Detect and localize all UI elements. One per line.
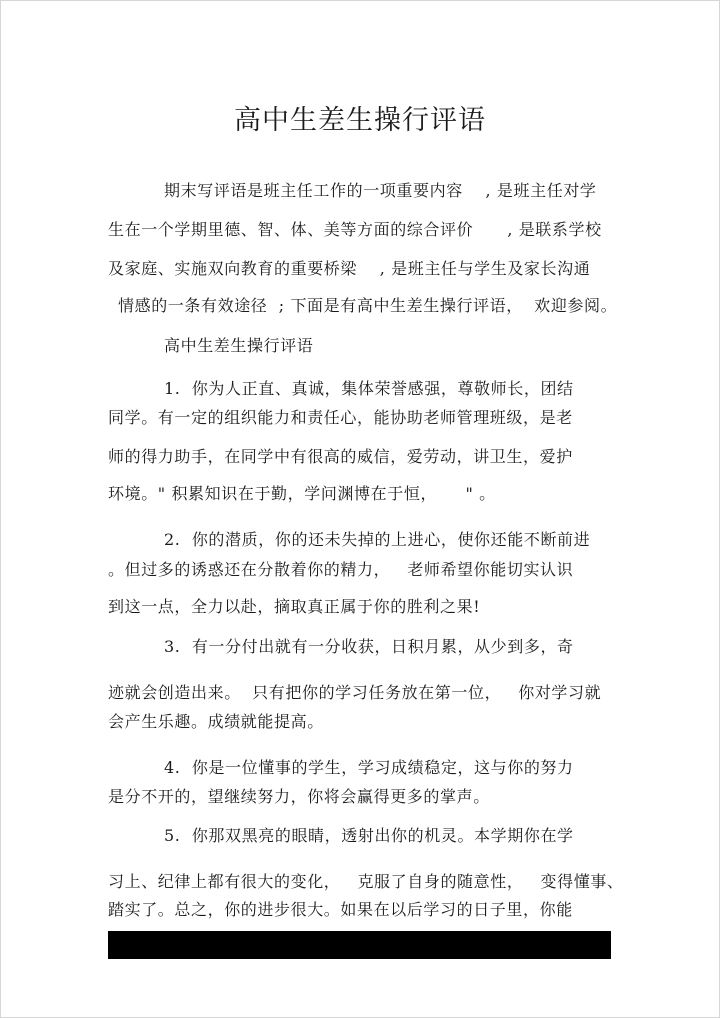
intro-line-3: 及家庭、实施双向教育的重要桥梁 , 是班主任与学生及家长沟通 <box>108 259 591 278</box>
comment-5-line-3: 踏实了。总之，你的进步很大。如果在以后学习的日子里，你能 <box>108 900 573 919</box>
comment-2-line-2: 。但过多的诱惑还在分散着你的精力， 老师希望你能切实认识 <box>108 560 574 579</box>
section-heading: 高中生差生操行评语 <box>164 336 314 355</box>
comment-3-line-1: 3. 有一分付出就有一分收获，日积月累，从少到多，奇 <box>164 637 574 656</box>
comment-4-line-1: 4. 你是一位懂事的学生，学习成绩稳定，这与你的努力 <box>164 758 574 777</box>
comment-3-line-2: 迹就会创造出来。 只有把你的学习任务放在第一位， 你对学习就 <box>108 683 602 702</box>
redaction-bar <box>108 931 611 959</box>
comment-1-line-2: 同学。有一定的组织能力和责任心，能协助老师管理班级，是老 <box>108 408 573 427</box>
comment-2-line-3: 到这一点，全力以赴，摘取真正属于你的胜利之果! <box>108 597 481 616</box>
comment-1-line-3: 师的得力助手，在同学中有很高的威信，爱劳动，讲卫生，爱护 <box>108 447 573 466</box>
comment-4-line-2: 是分不开的，望继续努力，你将会赢得更多的掌声。 <box>108 787 490 806</box>
comment-1-line-1: 1. 你为人正直、真诚，集体荣誉感强，尊敬师长，团结 <box>164 379 574 398</box>
intro-line-2: 生在一个学期里德、智、体、美等方面的综合评价 , 是联系学校 <box>108 220 602 239</box>
comment-1-line-4: 环境。" 积累知识在于勤，学问渊博在于恒， " 。 <box>108 484 496 503</box>
document-title: 高中生差生操行评语 <box>234 105 486 136</box>
intro-line-4: 情感的一条有效途径 ; 下面是有高中生差生操行评语， 欢迎参阅。 <box>118 296 618 315</box>
comment-3-line-3: 会产生乐趣。成绩就能提高。 <box>108 712 324 731</box>
intro-line-1: 期末写评语是班主任工作的一项重要内容 , 是班主任对学 <box>164 181 597 200</box>
comment-5-line-1: 5. 你那双黑亮的眼睛，透射出你的机灵。本学期你在学 <box>164 826 574 845</box>
comment-5-line-2: 习上、纪律上都有很大的变化， 克服了自身的随意性， 变得懂事、 <box>108 872 624 891</box>
comment-2-line-1: 2. 你的潜质，你的还未失掉的上进心，使你还能不断前进 <box>164 530 591 549</box>
